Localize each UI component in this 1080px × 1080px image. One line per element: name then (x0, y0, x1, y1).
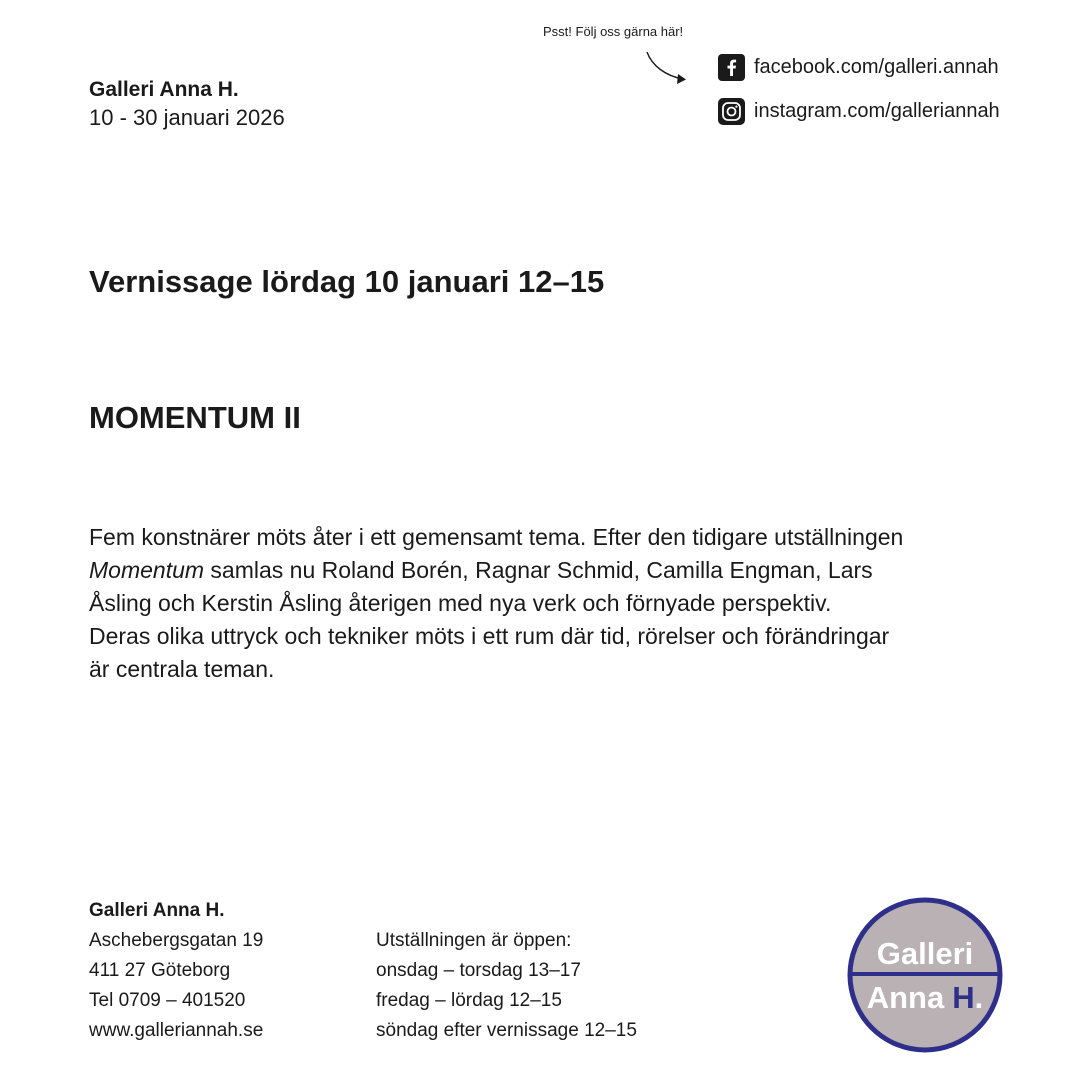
hours-title: Utställningen är öppen: (376, 930, 572, 951)
hours-line: fredag – lördag 12–15 (376, 990, 562, 1011)
opening-hours (376, 926, 637, 1046)
hours-line: onsdag – torsdag 13–17 (376, 960, 581, 981)
contact-info (89, 896, 263, 1046)
hours-line: söndag efter vernissage 12–15 (376, 1020, 637, 1041)
instagram-icon (718, 98, 745, 125)
city: 411 27 Göteborg (89, 960, 231, 981)
facebook-url[interactable]: facebook.com/galleri.annah (754, 56, 999, 78)
italic-title: Momentum (89, 557, 205, 583)
description (89, 521, 909, 686)
facebook-link[interactable] (718, 54, 999, 81)
facebook-icon (718, 54, 745, 81)
vernissage-heading: Vernissage lördag 10 januari 12–15 (89, 264, 605, 299)
logo-line-2: Anna H. (866, 980, 984, 1015)
address: Aschebergsgatan 19 (89, 930, 264, 951)
exhibition-dates: 10 - 30 januari 2026 (89, 105, 285, 130)
website[interactable]: www.galleriannah.se (89, 1020, 264, 1041)
social-prompt: Psst! Följ oss gärna här! (543, 24, 684, 39)
logo-h: H (952, 980, 975, 1015)
gallery-name: Galleri Anna H. (89, 78, 239, 101)
logo-line-1: Galleri (876, 936, 974, 971)
exhibition-title: MOMENTUM II (89, 400, 301, 435)
arrow-icon (640, 48, 692, 88)
description-paragraph-2: Deras olika uttryck och tekniker möts i ett rum där tid, rörelser och förändringar är centrala teman. (89, 623, 890, 682)
footer-gallery-name: Galleri Anna H. (89, 900, 225, 921)
instagram-url[interactable]: instagram.com/galleriannah (754, 100, 1000, 122)
gallery-logo (846, 896, 1004, 1054)
description-paragraph-1: Fem konstnärer möts åter i ett gemensamt tema. Efter den tidigare utställningen Momentum samlas nu Roland Borén, Ragnar Schmid, Camilla Engman, Lars Åsling och Kerstin Åsling återigen med nya verk och förnyade perspektiv. (89, 524, 904, 616)
instagram-link[interactable] (718, 98, 1000, 125)
phone: Tel 0709 – 401520 (89, 990, 246, 1011)
